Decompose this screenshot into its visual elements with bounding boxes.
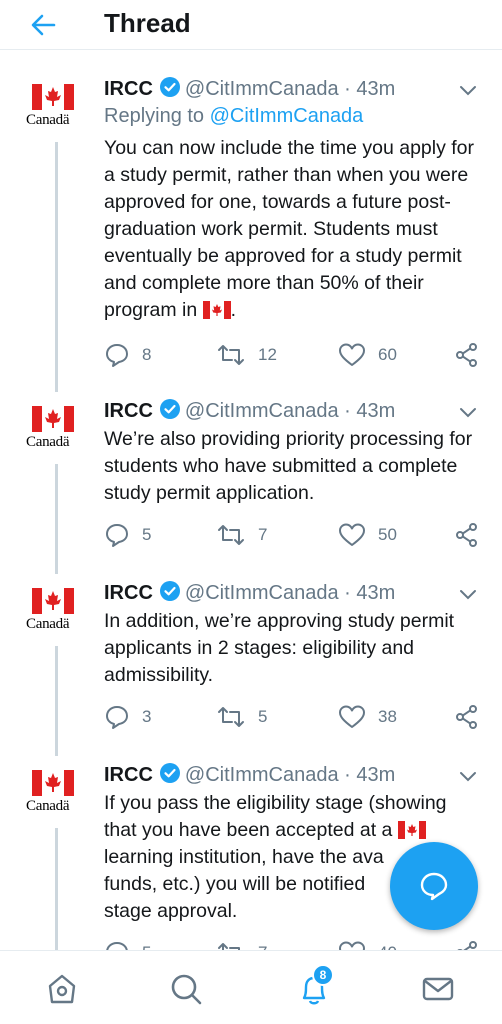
verified-badge-icon [159,398,181,420]
retweet-button[interactable]: 5 [216,702,267,732]
share-icon [454,704,480,730]
heart-icon [338,704,366,730]
share-button[interactable] [454,340,480,370]
share-icon [454,342,480,368]
message-bubble-icon [418,870,450,902]
author-name[interactable]: IRCC [104,78,153,100]
reply-button[interactable]: 8 [104,340,151,370]
retweet-button[interactable]: 7 [216,520,267,550]
thread-line [55,142,58,392]
author-handle[interactable]: @CitImmCanada [184,582,339,604]
top-bar [0,0,502,50]
search-icon[interactable] [166,969,206,1009]
author-name[interactable]: IRCC [104,582,153,604]
like-button[interactable]: 50 [338,520,397,550]
avatar[interactable] [26,770,86,822]
tweet-actions [104,520,484,550]
tweet-text: In addition, we’re approving study permit applicants in 2 stages: eligibility and admissibility. [104,610,455,686]
retweet-icon [216,522,246,548]
reply-button[interactable]: 5 [104,520,151,550]
tweet-time: · 43m [344,78,396,100]
tweet-text: You can now include the time you apply for a study permit, rather than when you were approved for one, towards a future post-graduation work permit. Students must eventually be approved for a study permit and complete more than 50% of their program in . [104,137,475,321]
tweet-header [104,398,395,424]
chevron-down-icon[interactable] [456,582,480,606]
thread-line [55,464,58,574]
messages-envelope-icon[interactable] [418,969,458,1009]
reply-icon [104,522,130,548]
canada-flag-emoji-icon [203,301,231,319]
heart-icon [338,522,366,548]
author-handle[interactable]: @CitImmCanada [184,400,339,422]
canada-flag-icon [32,84,74,110]
canada-flag-emoji-icon [398,821,426,839]
retweet-icon [216,342,246,368]
home-icon[interactable] [42,969,82,1009]
reply-mention-link[interactable]: @CitImmCanada [209,105,364,127]
thread-line [55,828,58,950]
share-button[interactable] [454,702,480,732]
thread-feed [0,62,502,950]
canada-wordmark: Canadä [26,434,70,450]
chevron-down-icon[interactable] [456,78,480,102]
tweet-time: · 43m [344,764,396,786]
author-handle[interactable]: @CitImmCanada [184,78,339,100]
share-icon [454,522,480,548]
heart-icon [338,342,366,368]
notification-count-badge: 8 [312,964,334,986]
tweet-actions [104,702,484,732]
author-name[interactable]: IRCC [104,400,153,422]
tweet-header [104,76,395,102]
tweet-time: · 43m [344,582,396,604]
new-message-button[interactable] [390,842,478,930]
canada-flag-icon [32,770,74,796]
like-button[interactable]: 38 [338,702,397,732]
verified-badge-icon [159,76,181,98]
bottom-nav [0,950,502,1024]
avatar[interactable] [26,588,86,640]
chevron-down-icon[interactable] [456,764,480,788]
tweet[interactable] [0,392,502,574]
canada-wordmark: Canadä [26,112,70,128]
tweet-time: · 43m [344,400,396,422]
tweet[interactable] [0,574,502,756]
thread-line [55,646,58,756]
tweet-text: We’re also providing priority processing for students who have submitted a complete study permit application. [104,428,473,504]
share-button[interactable] [454,520,480,550]
tweet[interactable] [0,62,502,392]
tweet-header [104,762,395,788]
author-handle[interactable]: @CitImmCanada [184,764,339,786]
avatar[interactable] [26,84,86,136]
tweet-text: If you pass the eligibility stage (showing that you have been accepted at a learning institution, have the ava funds, etc.) you will be notified stage approval. [104,792,447,922]
tweet-header [104,580,395,606]
tweet-actions [104,340,484,370]
verified-badge-icon [159,580,181,602]
canada-flag-icon [32,406,74,432]
verified-badge-icon [159,762,181,784]
canada-wordmark: Canadä [26,798,70,814]
canada-wordmark: Canadä [26,616,70,632]
like-button[interactable]: 60 [338,340,397,370]
avatar[interactable] [26,406,86,458]
reply-icon [104,342,130,368]
reply-icon [104,704,130,730]
chevron-down-icon[interactable] [456,400,480,424]
back-arrow-icon[interactable] [28,10,58,40]
reply-button[interactable]: 3 [104,702,151,732]
retweet-button[interactable]: 12 [216,340,277,370]
replying-to: Replying to @CitImmCanada [104,105,364,127]
page-title: Thread [104,8,191,38]
retweet-icon [216,704,246,730]
author-name[interactable]: IRCC [104,764,153,786]
canada-flag-icon [32,588,74,614]
